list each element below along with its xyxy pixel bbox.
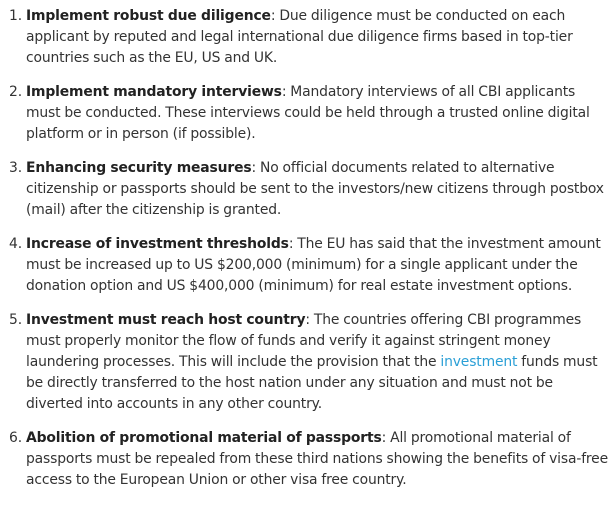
item-text: : The EU has said that the investment amount must be increased up to US $200,000 (minimum) for a single applicant under the donation option and US $400,000 (minimum) for real estate investment options. bbox=[26, 236, 601, 294]
item-number: 6. bbox=[9, 430, 22, 446]
list-item bbox=[0, 310, 609, 415]
item-term: Implement robust due diligence bbox=[26, 8, 271, 24]
item-term: Enhancing security measures bbox=[26, 160, 252, 176]
item-text: : Due diligence must be conducted on each applicant by reputed and legal international due diligence firms based in top-tier countries such as the EU, US and UK. bbox=[26, 8, 573, 66]
item-number: 4. bbox=[9, 236, 22, 252]
list-item bbox=[0, 82, 609, 145]
item-text: : No official documents related to alternative citizenship or passports should be sent to the investors/new citizens through postbox (mail) after the citizenship is granted. bbox=[26, 160, 604, 218]
item-text: funds must be directly transferred to the host nation under any situation and must not be diverted into accounts in any other country. bbox=[26, 354, 598, 412]
item-number: 2. bbox=[9, 84, 22, 100]
recommendations-list bbox=[0, 6, 609, 491]
list-item bbox=[0, 6, 609, 69]
item-term: Increase of investment thresholds bbox=[26, 236, 289, 252]
item-number: 3. bbox=[9, 160, 22, 176]
list-item bbox=[0, 234, 609, 297]
item-term: Investment must reach host country bbox=[26, 312, 306, 328]
item-number: 1. bbox=[9, 8, 22, 24]
item-text: : Mandatory interviews of all CBI applicants must be conducted. These interviews could be held through a trusted online digital platform or in person (if possible). bbox=[26, 84, 590, 142]
list-item bbox=[0, 428, 609, 491]
item-text: : All promotional material of passports must be repealed from these third nations showing the benefits of visa-free access to the European Union or other visa free country. bbox=[26, 430, 608, 488]
item-term: Implement mandatory interviews bbox=[26, 84, 282, 100]
list-item bbox=[0, 158, 609, 221]
investment-link[interactable]: investment bbox=[440, 354, 518, 370]
item-text: : The countries offering CBI programmes must properly monitor the flow of funds and verify it against stringent money laundering processes. This will include the provision that the bbox=[26, 312, 582, 370]
item-term: Abolition of promotional material of passports bbox=[26, 430, 382, 446]
item-number: 5. bbox=[9, 312, 22, 328]
